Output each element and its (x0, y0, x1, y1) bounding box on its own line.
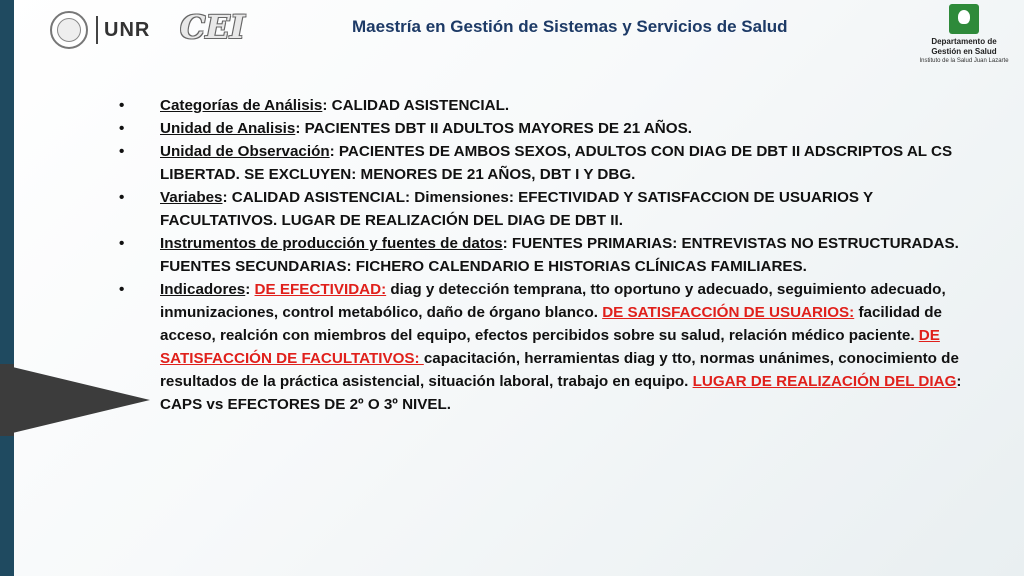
item-label: Categorías de Análisis (160, 97, 323, 114)
efectividad-text: diag y detección temprana, tto oportuno y adecuado, seguimiento adecuado, inmunizaciones, control metabólico, daño de órgano blanco. (160, 281, 946, 321)
satisfaccion-usuarios-text: facilidad de acceso, realción con miembros del equipo, efectos percibidos sobre su salud, relación médico paciente. (160, 304, 942, 344)
item-text: : CALIDAD ASISTENCIAL: Dimensiones: EFECTIVIDAD Y SATISFACCION DE USUARIOS Y FACULTATIVOS. LUGAR DE REALIZACIÓN DEL DIAG DE DBT II. (160, 189, 873, 229)
bullet: • (119, 235, 125, 252)
list-item (115, 140, 975, 186)
satisfaccion-usuarios-label: DE SATISFACCIÓN DE USUARIOS: (602, 304, 855, 321)
efectividad-label: DE EFECTIVIDAD: (254, 281, 387, 298)
indicadores-sep: : (245, 281, 255, 298)
lugar-text: : CAPS vs EFECTORES DE 2º O 3º NIVEL. (160, 373, 962, 413)
list-item (115, 232, 975, 278)
list-item (115, 117, 975, 140)
left-accent-bar (0, 0, 14, 576)
dept-subtitle: Instituto de la Salud Juan Lazarte (919, 58, 1009, 64)
bullet: • (119, 281, 125, 298)
department-logo (912, 4, 1016, 74)
dept-name-line1: Departamento de (931, 37, 997, 46)
bullet: • (119, 143, 125, 160)
list-item (115, 94, 975, 117)
item-text: : FUENTES PRIMARIAS: ENTREVISTAS NO ESTRUCTURADAS. FUENTES SECUNDARIAS: FICHERO CALENDARIO E HISTORIAS CLÍNICAS FAMILIARES. (160, 235, 959, 275)
unr-logo (50, 10, 150, 50)
item-label: Unidad de Analisis (160, 120, 296, 137)
item-label: Instrumentos de producción y fuentes de datos (160, 235, 503, 252)
unr-label: UNR (104, 18, 151, 41)
bullet: • (119, 120, 125, 137)
item-label: Variabes (160, 189, 223, 206)
bullet: • (119, 97, 125, 114)
item-text: : PACIENTES DE AMBOS SEXOS, ADULTOS CON DIAG DE DBT II ADSCRIPTOS AL CS LIBERTAD. SE EXCLUYEN: MENORES DE 21 AÑOS, DBT I Y DBG. (160, 143, 953, 183)
list-item (115, 186, 975, 232)
indicadores-label: Indicadores (160, 281, 246, 298)
unr-seal-icon (50, 11, 88, 49)
cei-logo: CEI (180, 8, 245, 46)
item-text: : PACIENTES DBT II ADULTOS MAYORES DE 21 AÑOS. (295, 120, 692, 137)
dept-name-line2: Gestión en Salud (931, 47, 997, 56)
item-label: Unidad de Observación (160, 143, 330, 160)
item-text: : CALIDAD ASISTENCIAL. (322, 97, 510, 114)
list-item-indicadores (115, 278, 975, 416)
satisfaccion-facultativos-label: DE SATISFACCIÓN DE FACULTATIVOS: (160, 327, 940, 367)
satisfaccion-facultativos-text: capacitación, herramientas diag y tto, normas unánimes, conocimiento de resultados de la práctica asistencial, situación laboral, trabajo en equipo. (160, 350, 959, 390)
lugar-label: LUGAR DE REALIZACIÓN DEL DIAG (692, 373, 957, 390)
bullet: • (119, 189, 125, 206)
header (40, 0, 910, 62)
bullet-list (115, 94, 975, 416)
page-title: Maestría en Gestión de Sistemas y Servicios de Salud (352, 17, 788, 36)
tree-icon (949, 4, 979, 34)
